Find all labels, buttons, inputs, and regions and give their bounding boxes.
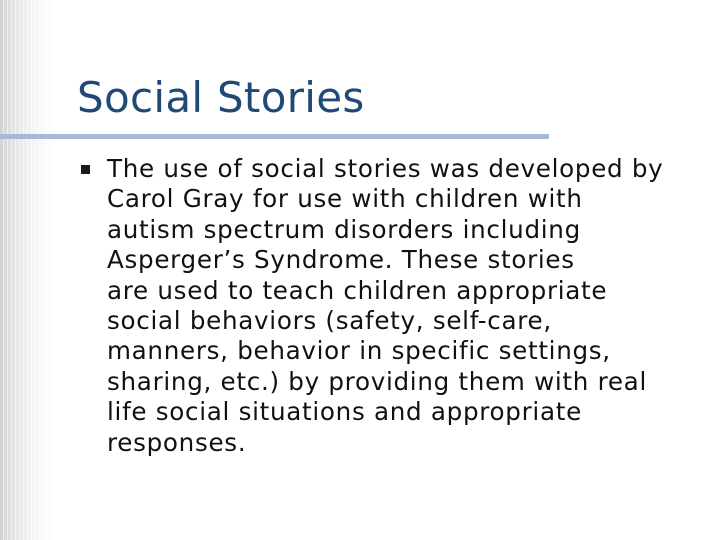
bullet-line: The use of social stories was developed by — [107, 154, 664, 183]
bullet-line: responses. — [107, 427, 247, 457]
bullet-line: manners, behavior in specific settings, — [107, 336, 611, 366]
left-stripe-pattern — [0, 0, 56, 540]
title-underline-rule — [0, 134, 549, 139]
slide-title: Social Stories — [77, 73, 365, 122]
bullet-line: autism spectrum disorders including — [107, 214, 581, 244]
bullet-line: sharing, etc.) by providing them with real — [107, 366, 647, 396]
bullet-paragraph — [107, 154, 719, 458]
bullet-line: Carol Gray for use with children with — [107, 184, 583, 214]
bullet-line: are used to teach children appropriate — [107, 275, 608, 305]
square-bullet-icon — [81, 165, 90, 174]
bullet-line: social behaviors (safety, self-care, — [107, 306, 552, 336]
bullet-line: Asperger’s Syndrome. These stories — [107, 245, 575, 275]
bullet-line: life social situations and appropriate — [107, 397, 582, 427]
